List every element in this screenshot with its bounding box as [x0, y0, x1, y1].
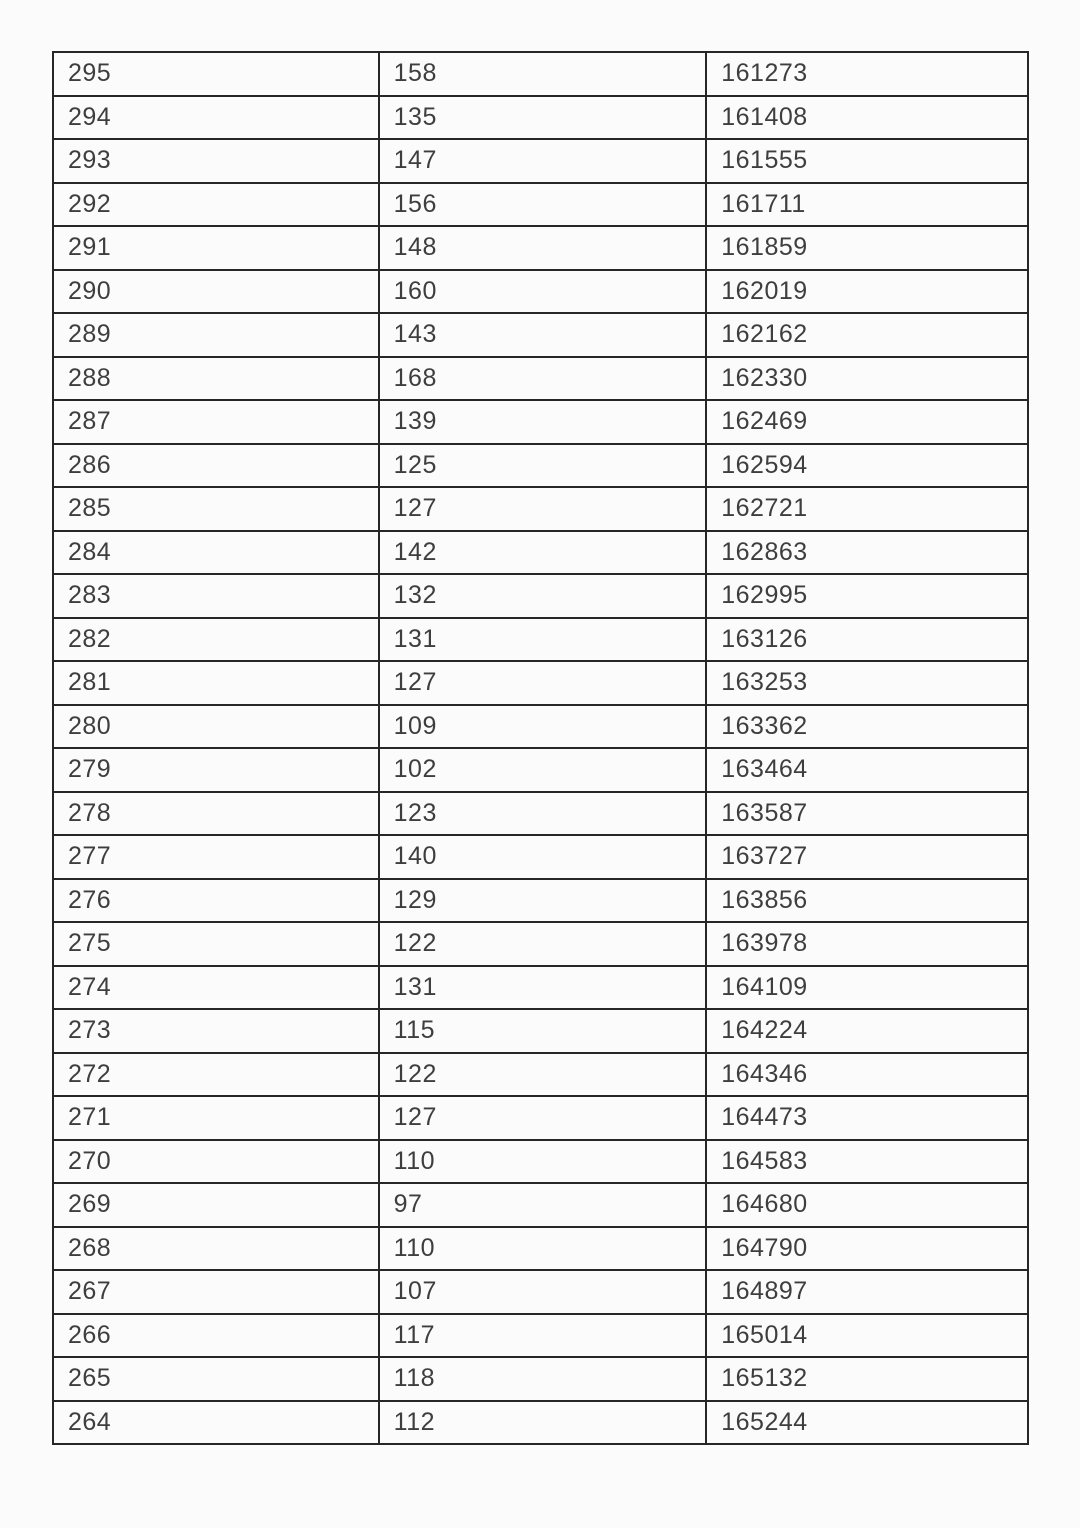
table-row: [53, 966, 1028, 1010]
table-cell: 264: [53, 1401, 379, 1445]
table-row: [53, 1270, 1028, 1314]
table-cell: 271: [53, 1096, 379, 1140]
table-cell: 274: [53, 966, 379, 1010]
table-cell: 286: [53, 444, 379, 488]
table-cell: 294: [53, 96, 379, 140]
table-row: [53, 879, 1028, 923]
table-cell: 127: [379, 661, 707, 705]
table-row: [53, 444, 1028, 488]
table-cell: 162995: [706, 574, 1028, 618]
table-cell: 160: [379, 270, 707, 314]
table-row: [53, 922, 1028, 966]
table-row: [53, 357, 1028, 401]
table-cell: 165244: [706, 1401, 1028, 1445]
table-cell: 158: [379, 52, 707, 96]
table-cell: 268: [53, 1227, 379, 1271]
table-row: [53, 574, 1028, 618]
table-cell: 127: [379, 487, 707, 531]
table-cell: 279: [53, 748, 379, 792]
table-row: [53, 313, 1028, 357]
table-cell: 122: [379, 1053, 707, 1097]
table-cell: 161273: [706, 52, 1028, 96]
table-row: [53, 1053, 1028, 1097]
table-cell: 282: [53, 618, 379, 662]
table-cell: 97: [379, 1183, 707, 1227]
table-row: [53, 705, 1028, 749]
table-row: [53, 400, 1028, 444]
table-cell: 283: [53, 574, 379, 618]
table-cell: 267: [53, 1270, 379, 1314]
table-cell: 265: [53, 1357, 379, 1401]
table-cell: 162721: [706, 487, 1028, 531]
table-cell: 164473: [706, 1096, 1028, 1140]
table-cell: 148: [379, 226, 707, 270]
table-cell: 112: [379, 1401, 707, 1445]
table-cell: 275: [53, 922, 379, 966]
table-row: [53, 96, 1028, 140]
table-cell: 284: [53, 531, 379, 575]
table-cell: 163362: [706, 705, 1028, 749]
table-row: [53, 1096, 1028, 1140]
table-cell: 102: [379, 748, 707, 792]
table-row: [53, 139, 1028, 183]
table-cell: 132: [379, 574, 707, 618]
table-cell: 161711: [706, 183, 1028, 227]
table-cell: 165132: [706, 1357, 1028, 1401]
table-cell: 122: [379, 922, 707, 966]
table-cell: 143: [379, 313, 707, 357]
table-cell: 164680: [706, 1183, 1028, 1227]
table-row: [53, 835, 1028, 879]
table-row: [53, 1009, 1028, 1053]
table-cell: 273: [53, 1009, 379, 1053]
table-cell: 115: [379, 1009, 707, 1053]
table-row: [53, 1140, 1028, 1184]
table-cell: 117: [379, 1314, 707, 1358]
table-cell: 125: [379, 444, 707, 488]
table-cell: 163856: [706, 879, 1028, 923]
table-cell: 277: [53, 835, 379, 879]
table-cell: 129: [379, 879, 707, 923]
table-cell: 162863: [706, 531, 1028, 575]
table-cell: 109: [379, 705, 707, 749]
table-cell: 276: [53, 879, 379, 923]
table-cell: 110: [379, 1227, 707, 1271]
table-cell: 292: [53, 183, 379, 227]
table-cell: 161555: [706, 139, 1028, 183]
table-cell: 287: [53, 400, 379, 444]
table-row: [53, 270, 1028, 314]
table-row: [53, 1314, 1028, 1358]
table-cell: 289: [53, 313, 379, 357]
table-cell: 162594: [706, 444, 1028, 488]
table-cell: 163587: [706, 792, 1028, 836]
table-cell: 162330: [706, 357, 1028, 401]
table-row: [53, 531, 1028, 575]
score-distribution-table: [52, 51, 1029, 1445]
table-cell: 270: [53, 1140, 379, 1184]
table-cell: 161859: [706, 226, 1028, 270]
table-cell: 156: [379, 183, 707, 227]
table-row: [53, 52, 1028, 96]
table-cell: 139: [379, 400, 707, 444]
table-cell: 161408: [706, 96, 1028, 140]
table-cell: 168: [379, 357, 707, 401]
table-cell: 165014: [706, 1314, 1028, 1358]
table-cell: 135: [379, 96, 707, 140]
table-cell: 162019: [706, 270, 1028, 314]
table-cell: 293: [53, 139, 379, 183]
table-row: [53, 661, 1028, 705]
table-cell: 266: [53, 1314, 379, 1358]
table-row: [53, 1227, 1028, 1271]
table-cell: 110: [379, 1140, 707, 1184]
table-cell: 280: [53, 705, 379, 749]
table-cell: 164583: [706, 1140, 1028, 1184]
table-cell: 131: [379, 966, 707, 1010]
table-cell: 164897: [706, 1270, 1028, 1314]
table-cell: 285: [53, 487, 379, 531]
table-cell: 118: [379, 1357, 707, 1401]
table-row: [53, 1357, 1028, 1401]
table-row: [53, 226, 1028, 270]
table-row: [53, 618, 1028, 662]
table-cell: 147: [379, 139, 707, 183]
table-cell: 278: [53, 792, 379, 836]
table-cell: 281: [53, 661, 379, 705]
table-cell: 127: [379, 1096, 707, 1140]
table-cell: 163978: [706, 922, 1028, 966]
table-cell: 123: [379, 792, 707, 836]
score-table-body: [53, 52, 1028, 1444]
table-cell: 163464: [706, 748, 1028, 792]
table-cell: 272: [53, 1053, 379, 1097]
table-cell: 164346: [706, 1053, 1028, 1097]
table-row: [53, 792, 1028, 836]
table-row: [53, 748, 1028, 792]
table-cell: 162469: [706, 400, 1028, 444]
table-cell: 164790: [706, 1227, 1028, 1271]
table-row: [53, 1401, 1028, 1445]
table-cell: 163126: [706, 618, 1028, 662]
table-cell: 269: [53, 1183, 379, 1227]
table-cell: 164224: [706, 1009, 1028, 1053]
table-cell: 142: [379, 531, 707, 575]
table-cell: 140: [379, 835, 707, 879]
table-row: [53, 183, 1028, 227]
table-row: [53, 487, 1028, 531]
table-cell: 163727: [706, 835, 1028, 879]
table-cell: 288: [53, 357, 379, 401]
table-cell: 107: [379, 1270, 707, 1314]
table-cell: 291: [53, 226, 379, 270]
table-cell: 131: [379, 618, 707, 662]
table-cell: 290: [53, 270, 379, 314]
table-cell: 164109: [706, 966, 1028, 1010]
table-cell: 163253: [706, 661, 1028, 705]
table-row: [53, 1183, 1028, 1227]
table-cell: 295: [53, 52, 379, 96]
table-cell: 162162: [706, 313, 1028, 357]
